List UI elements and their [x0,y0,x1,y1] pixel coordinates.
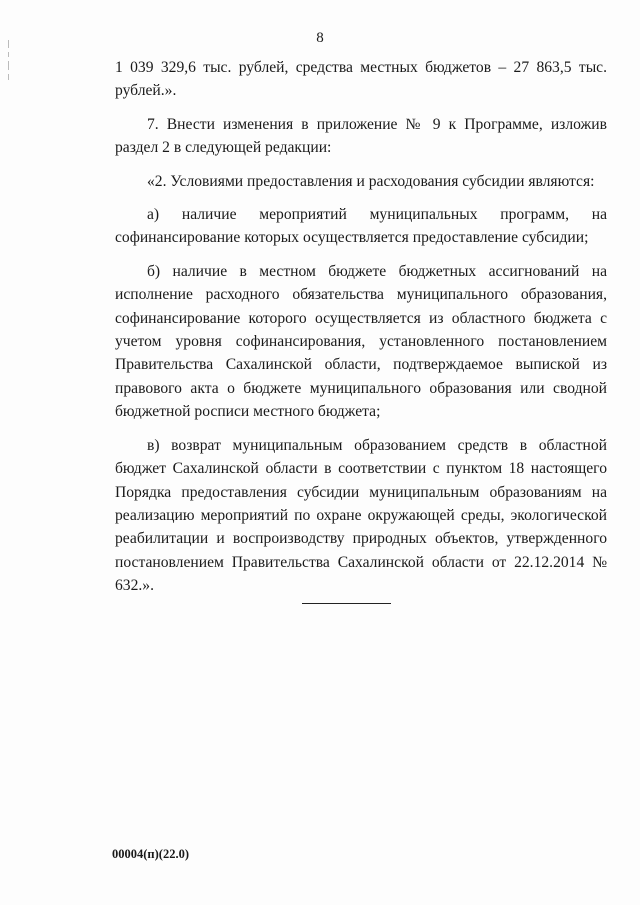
paragraph-condition-c: в) возврат муниципальным образованием средств в областной бюджет Сахалинской области в соответствии с пунктом 18 настоящего Порядка предоставления субсидии муниципальным образованиям на реализацию мероприятий по охране окружающей среды, экологической реабилитации и воспроизводству природных объектов, утвержденного постановлением Правительства Сахалинской области от 22.12.2014 № 632.». [115,436,607,595]
paragraph-amendment-7: 7. Внести изменения в приложение № 9 к Программе, изложив раздел 2 в следующей редакции: [115,115,607,157]
document-body [115,56,607,598]
paragraph-condition-a: а) наличие мероприятий муниципальных программ, на софинансирование которых осуществляется предоставление субсидии; [115,206,607,247]
paragraph-section-2-heading: «2. Условиями предоставления и расходования субсидии являются: [147,172,595,190]
closing-divider [302,603,391,604]
footer-document-code: 00004(п)(22.0) [112,847,189,861]
paragraph-budget-total: 1 039 329,6 тыс. рублей, средства местных бюджетов – 27 863,5 тыс. рублей.». [115,59,607,100]
page-number: 8 [316,30,324,46]
paragraph-condition-b: б) наличие в местном бюджете бюджетных ассигнований на исполнение расходного обязательства муниципального образования, софинансирование которого осуществляется из областного бюджета с учетом уровня софинансирования, установленного постановлением Правительства Сахалинской области, подтверждаемое выпиской из правового акта о бюджете муниципального образования или сводной бюджетной росписи местного бюджета; [115,262,607,421]
scan-edge-marks [8,40,12,90]
